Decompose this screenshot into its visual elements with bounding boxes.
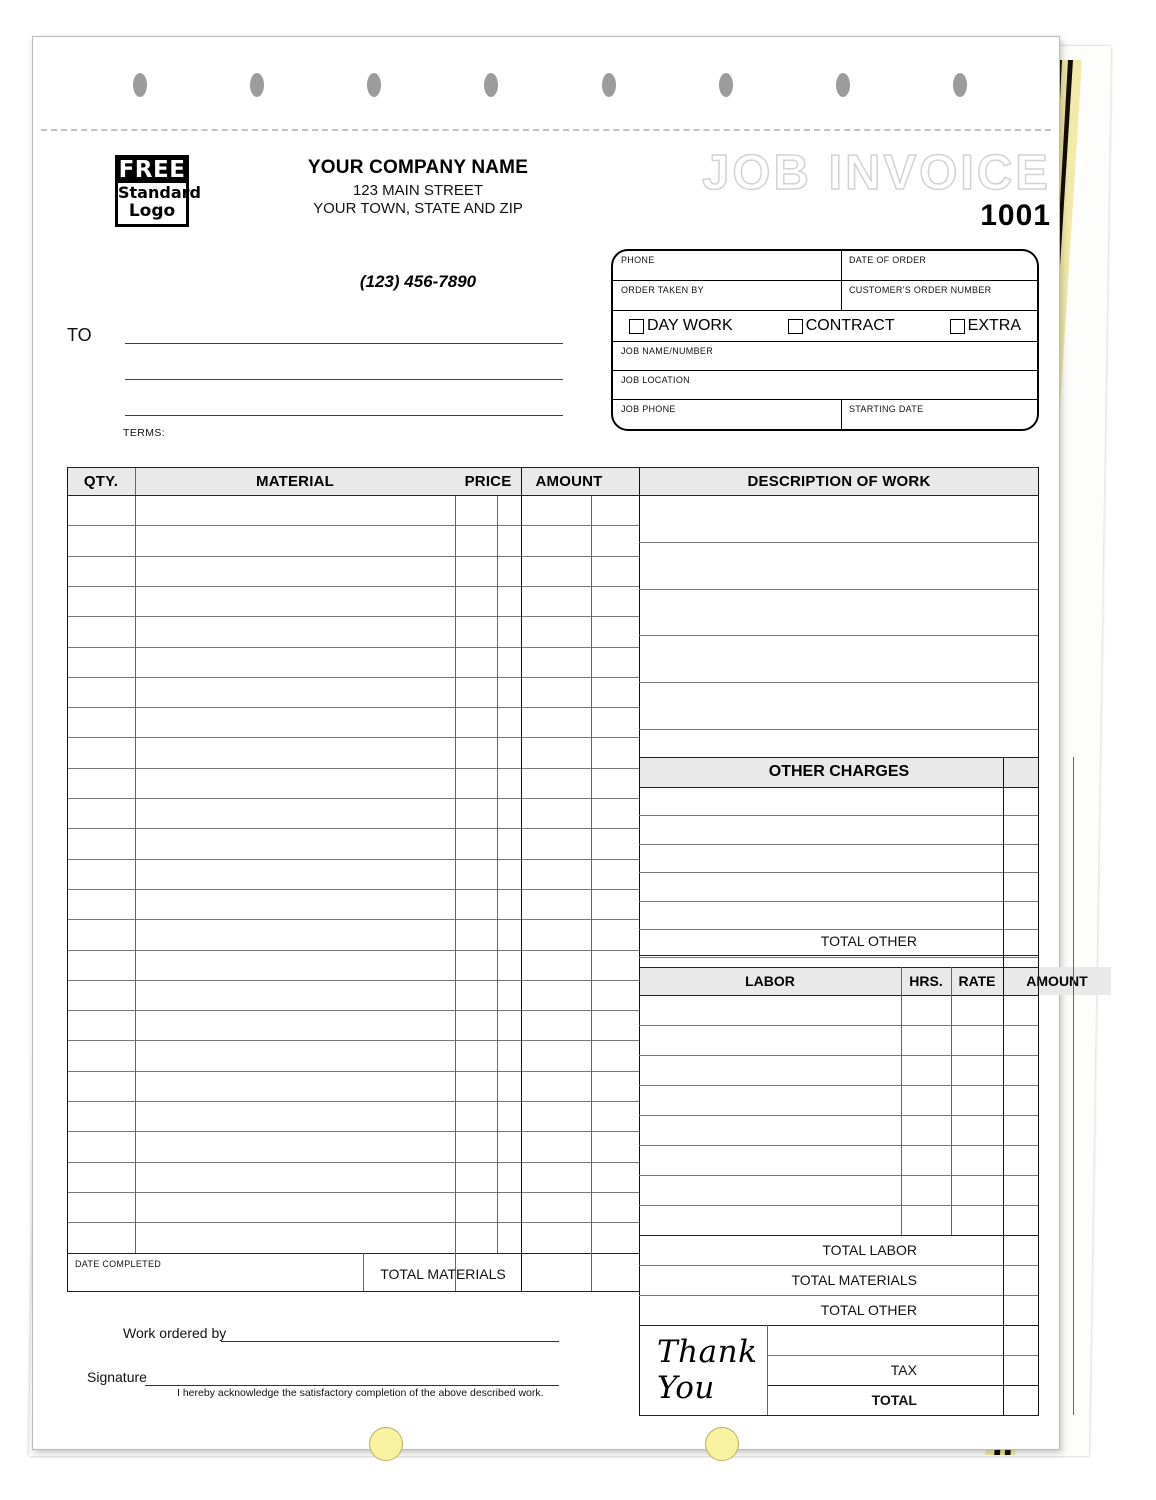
info-row-phone-date <box>613 251 1037 281</box>
labor-row-rule <box>639 1085 1039 1086</box>
punch-hole-row <box>33 37 1059 129</box>
materials-row-rule <box>67 980 639 981</box>
col-rule-rate <box>951 967 952 1235</box>
total-other-lower-label: TOTAL OTHER <box>820 1302 917 1318</box>
materials-row-rule <box>67 1162 639 1163</box>
materials-row-rule <box>67 859 639 860</box>
description-row-rule <box>639 729 1039 730</box>
materials-row-rule <box>67 919 639 920</box>
punch-hole <box>836 73 850 97</box>
bill-to-line-2[interactable] <box>125 379 563 380</box>
materials-total-top-rule <box>67 1253 639 1254</box>
labor-header-rate: RATE <box>951 967 1003 995</box>
punch-hole <box>250 73 264 97</box>
materials-row-rule <box>67 828 639 829</box>
description-row-rule <box>639 589 1039 590</box>
grid-right-rule <box>1038 467 1039 1415</box>
col-rule-price-cents <box>497 495 498 1253</box>
checkbox-contract[interactable] <box>788 317 895 335</box>
labor-header-amount: AMOUNT <box>1003 967 1111 995</box>
work-ordered-by-label: Work ordered by <box>123 1325 227 1341</box>
grid-bottom-rule <box>639 1415 1039 1416</box>
work-ordered-by-line[interactable] <box>221 1341 559 1342</box>
checkbox-label-contract: CONTRACT <box>805 317 895 334</box>
other-charges-row-rule <box>639 957 1039 958</box>
thank-you-text: Thank You <box>657 1334 758 1406</box>
materials-row-rule <box>67 1222 639 1223</box>
materials-row-rule <box>67 586 639 587</box>
job-location-label: JOB LOCATION <box>621 375 690 385</box>
col-header-price: PRICE <box>464 472 512 490</box>
punch-hole <box>133 73 147 97</box>
logo-logo-text: Logo <box>128 201 176 221</box>
order-info-box <box>611 249 1039 431</box>
col-rule-hrs <box>901 967 902 1235</box>
labor-row-rule <box>639 1175 1039 1176</box>
grid-left-rule <box>67 467 68 1291</box>
header-bottom-rule <box>67 495 1039 496</box>
job-phone-label: JOB PHONE <box>621 404 676 414</box>
description-row-rule <box>639 542 1039 543</box>
checkbox-label-extra: EXTRA <box>967 317 1021 334</box>
labor-row-rule <box>639 1055 1039 1056</box>
info-row-taken-ordernum <box>613 281 1037 311</box>
terms-label: TERMS: <box>123 427 166 439</box>
materials-row-rule <box>67 616 639 617</box>
punch-hole <box>367 73 381 97</box>
col-header-description: DESCRIPTION OF WORK <box>747 472 931 490</box>
signature-label: Signature <box>87 1369 147 1385</box>
description-row-rule <box>639 682 1039 683</box>
company-address-line2: YOUR TOWN, STATE AND ZIP <box>313 200 523 217</box>
checkbox-label-day-work: DAY WORK <box>647 317 733 334</box>
acknowledgement-note: I hereby acknowledge the satisfactory completion of the above described work. <box>177 1387 544 1399</box>
date-completed-label: DATE COMPLETED <box>75 1259 162 1269</box>
punch-hole <box>602 73 616 97</box>
materials-row-rule <box>67 1040 639 1041</box>
labor-header: LABOR <box>639 967 901 995</box>
job-name-number-label: JOB NAME/NUMBER <box>621 346 714 356</box>
materials-row-rule <box>67 1101 639 1102</box>
col-header-amount: AMOUNT <box>535 472 603 490</box>
logo-free-text: FREE <box>118 157 186 183</box>
checkbox-day-work[interactable] <box>629 317 733 335</box>
materials-row-rule <box>67 768 639 769</box>
other-charges-top-rule <box>639 757 1039 758</box>
company-phone: (123) 456-7890 <box>359 272 477 291</box>
other-charges-row-rule <box>639 815 1039 816</box>
bill-to-label: TO <box>67 325 92 345</box>
labor-row-rule <box>639 1115 1039 1116</box>
punch-hole <box>484 73 498 97</box>
perforation-line <box>41 129 1051 131</box>
other-charges-row-rule <box>639 872 1039 873</box>
materials-row-rule <box>67 798 639 799</box>
col-header-material: MATERIAL <box>256 472 334 490</box>
labor-header-hrs: HRS. <box>901 967 951 995</box>
total-label: TOTAL <box>871 1392 917 1408</box>
materials-row-rule <box>67 889 639 890</box>
materials-row-rule <box>67 556 639 557</box>
other-charges-row-rule <box>639 901 1039 902</box>
bill-to-line-3[interactable] <box>125 415 563 416</box>
invoice-number: 1001 <box>980 199 1051 232</box>
description-row-rule <box>639 635 1039 636</box>
col-rule-right-money <box>1003 757 1004 1415</box>
grid-top-rule <box>67 467 1039 468</box>
logo-standard-text: Standard <box>118 183 201 202</box>
phone-label: PHONE <box>621 255 655 265</box>
labor-row-rule <box>639 1025 1039 1026</box>
total-other-upper-label: TOTAL OTHER <box>820 933 917 949</box>
company-address-line1: 123 MAIN STREET <box>352 182 484 199</box>
checkbox-icon-day-work[interactable] <box>629 319 644 334</box>
info-row-worktype <box>613 311 1037 342</box>
checkbox-icon-extra[interactable] <box>950 319 965 334</box>
col-rule-qty <box>135 467 136 1253</box>
starting-date-label: STARTING DATE <box>849 404 924 414</box>
col-rule-price <box>455 495 456 1291</box>
materials-total-bottom-rule <box>67 1291 639 1292</box>
col-rule-amount <box>521 467 522 1291</box>
date-of-order-label: DATE OF ORDER <box>849 255 927 265</box>
other-charges-header: OTHER CHARGES <box>639 757 1039 787</box>
other-charges-row-rule <box>639 844 1039 845</box>
checkbox-extra[interactable] <box>950 317 1021 335</box>
materials-row-rule <box>67 525 639 526</box>
total-materials-left-label: TOTAL MATERIALS <box>380 1266 506 1282</box>
info-row-job-phone-start <box>613 400 1037 429</box>
materials-row-rule <box>67 647 639 648</box>
invoice-sheet <box>32 36 1088 1450</box>
punch-hole <box>953 73 967 97</box>
labor-row-rule <box>639 1145 1039 1146</box>
total-labor-label: TOTAL LABOR <box>822 1242 917 1258</box>
col-rule-right-cents <box>1073 757 1074 1415</box>
yellow-dot-left <box>369 1427 403 1461</box>
tax-label: TAX <box>890 1362 917 1378</box>
materials-row-rule <box>67 1071 639 1072</box>
bill-to-line-1[interactable] <box>125 343 563 344</box>
materials-row-rule <box>67 707 639 708</box>
signature-line[interactable] <box>145 1385 559 1386</box>
page-title: JOB INVOICE <box>702 146 1051 200</box>
total-materials-right-label: TOTAL MATERIALS <box>791 1272 917 1288</box>
col-header-qty: QTY. <box>83 472 119 490</box>
company-name: YOUR COMPANY NAME <box>307 157 529 178</box>
punch-hole <box>719 73 733 97</box>
free-standard-logo <box>115 155 201 227</box>
labor-header-bottom-rule <box>639 995 1039 996</box>
info-row-job-location <box>613 371 1037 400</box>
other-charges-header-rule <box>639 787 1039 788</box>
yellow-dot-right <box>705 1427 739 1461</box>
materials-row-rule <box>67 677 639 678</box>
labor-row-rule <box>639 1205 1039 1206</box>
customers-order-number-label: CUSTOMER'S ORDER NUMBER <box>849 285 992 295</box>
info-row-job-name <box>613 342 1037 371</box>
materials-row-rule <box>67 950 639 951</box>
total-other-bottom-rule <box>639 955 1039 956</box>
col-rule-amount-cents <box>591 495 592 1291</box>
materials-row-rule <box>67 737 639 738</box>
order-taken-by-label: ORDER TAKEN BY <box>621 285 704 295</box>
checkbox-icon-contract[interactable] <box>788 319 803 334</box>
materials-row-rule <box>67 1131 639 1132</box>
labor-header-top-rule <box>639 967 1039 968</box>
materials-row-rule <box>67 1010 639 1011</box>
materials-row-rule <box>67 1192 639 1193</box>
